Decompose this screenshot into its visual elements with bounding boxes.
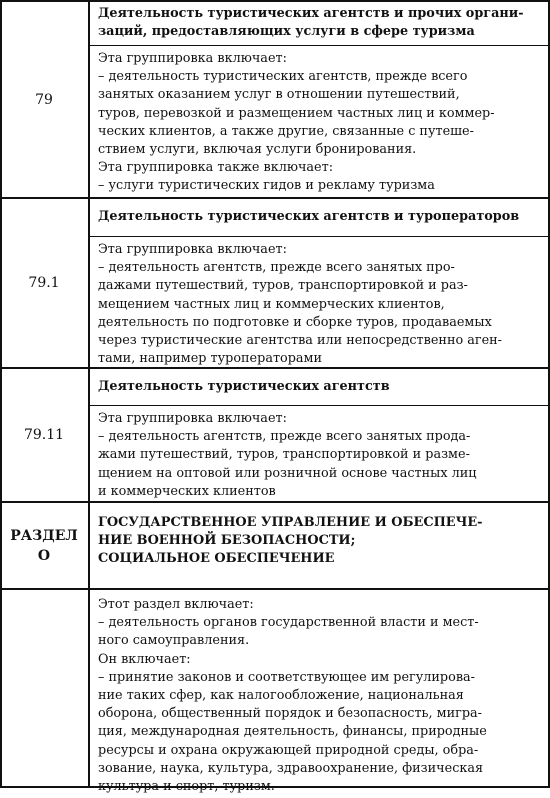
heading-line: Деятельность туристических агентств и прочих органи- [98,6,524,21]
section-description [90,593,548,798]
text-line: – деятельность туристических агентств, прежде всего [98,69,468,85]
description-79-11 [90,407,548,503]
heading-divider [90,45,550,46]
text-line: через туристические агентства или непосредственно аген- [98,333,503,349]
text-line: Этот раздел включает: [98,597,254,612]
text-line: – деятельность агентств, прежде всего занятых про- [98,260,455,276]
heading-line: Деятельность туристических агентств [98,378,390,394]
code-cell-79 [0,2,88,197]
text-line: Эта группировка включает: [98,242,287,257]
text-line: Эта группировка включает: [98,411,287,426]
text-line: Он включает: [98,651,191,667]
text-line: щением на оптовой или розничной основе частных лиц [98,465,477,481]
text-line: зование, наука, культура, здравоохранение, физическая [98,760,484,776]
text-line: дажами путешествий, туров, транспортировкой и раз- [98,278,468,294]
text-line: ресурсы и охрана окружающей природной среды, обра- [98,742,479,758]
text-line: тами, например туроператорами [98,351,323,367]
heading-divider [90,236,550,237]
heading-line: заций, предоставляющих услуги в сфере туризма [98,24,475,40]
section-heading [90,512,548,571]
description-79 [90,47,548,198]
row-border [0,588,550,590]
text-line: туров, перевозкой и размещением частных лиц и коммер- [98,105,495,121]
text-line: – деятельность агентств, прежде всего занятых прода- [98,429,471,445]
text-line: мещением частных лиц и коммерческих клиентов, [98,296,445,312]
section-label: РАЗДЕЛ [10,527,78,544]
text-line: ствием услуги, включая услуги бронирования. [98,142,417,158]
heading-line: СОЦИАЛЬНОЕ ОБЕСПЕЧЕНИЕ [98,551,335,567]
text-line: – услуги туристических гидов и рекламу туризма [98,178,435,194]
text-line: культура и спорт, туризм. [98,779,275,795]
text-line: ного самоуправления. [98,633,250,649]
heading-divider [90,405,550,406]
text-line: Эта группировка также включает: [98,160,334,176]
code-value: 79.11 [23,427,65,443]
heading-line: НИЕ ВОЕННОЙ БЕЗОПАСНОСТИ; [98,533,356,549]
heading-79 [90,3,548,45]
text-line: Эта группировка включает: [98,51,287,66]
code-cell-79-11 [0,369,88,501]
text-line: – деятельность органов государственной власти и мест- [98,615,479,631]
text-line: ческих клиентов, а также другие, связанные с путеше- [98,123,474,139]
text-line: жами путешествий, туров, транспортировкой и разме- [98,447,470,463]
code-cell-79-1 [0,199,88,367]
text-line: – принятие законов и соответствующее им регулирова- [98,669,475,685]
code-value: 79 [35,91,53,108]
text-line: ция, международная деятельность, финансы, природные [98,724,487,740]
text-line: оборона, общественный порядок и безопасность, мигра- [98,706,482,722]
text-line: деятельность по подготовке и сборке туров, продаваемых [98,314,492,330]
section-letter: O [37,547,51,564]
heading-line: Деятельность туристических агентств и туроператоров [98,209,520,225]
heading-79-1 [90,199,548,236]
code-value: 79.1 [28,275,60,291]
text-line: и коммерческих клиентов [98,483,276,499]
text-line: ние таких сфер, как налогообложение, национальная [98,688,464,704]
heading-79-11 [90,369,548,405]
section-code-cell [0,503,88,588]
heading-line: ГОСУДАРСТВЕННОЕ УПРАВЛЕНИЕ И ОБЕСПЕЧЕ- [98,515,483,530]
text-line: занятых оказанием услуг в отношении путешествий, [98,87,460,103]
description-79-1 [90,238,548,370]
